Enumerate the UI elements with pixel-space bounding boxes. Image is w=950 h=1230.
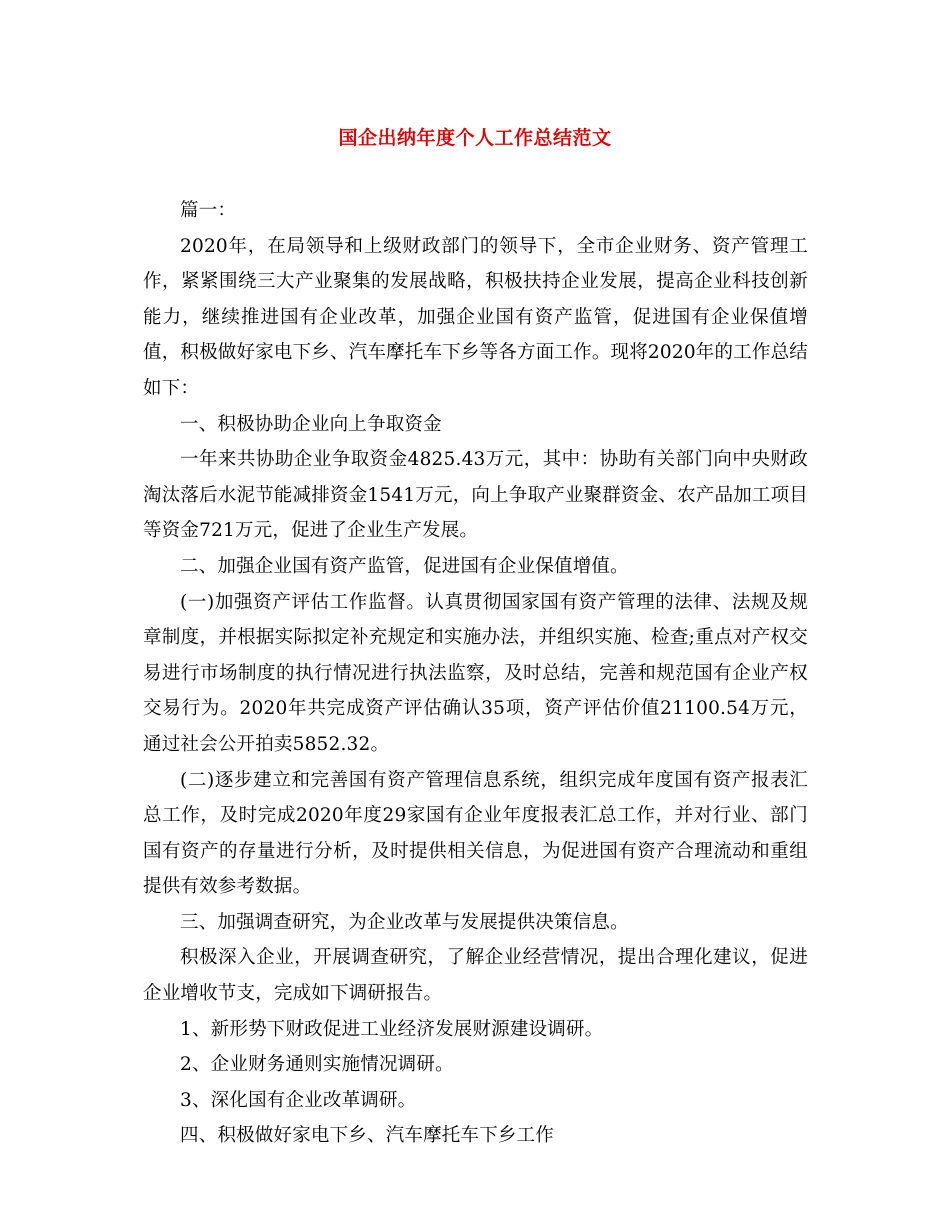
- paragraph-funding: 一年来共协助企业争取资金4825.43万元，其中：协助有关部门向中央财政淘汰落后水泥节能减排资金1541万元，向上争取产业聚群资金、农产品加工项目等资金721万元，促进了企业生产发展。: [143, 449, 808, 542]
- section-heading-2: 二、加强企业国有资产监管，促进国有企业保值增值。: [180, 555, 629, 577]
- list-item-1: 1、新形势下财政促进工业经济发展财源建设调研。: [180, 1018, 604, 1040]
- paragraph-research: 积极深入企业，开展调查研究，了解企业经营情况，提出合理化建议，促进企业增收节支，完成如下调研报告。: [143, 947, 808, 1005]
- list-item-3: 3、深化国有企业改革调研。: [180, 1089, 417, 1111]
- section-label: 篇一：: [180, 200, 237, 221]
- section-heading-3: 三、加强调查研究，为企业改革与发展提供决策信息。: [180, 911, 629, 933]
- document-body: [143, 193, 808, 1154]
- intro-paragraph: 2020年，在局领导和上级财政部门的领导下，全市企业财务、资产管理工作，紧紧围绕三大产业聚集的发展战略，积极扶持企业发展，提高企业科技创新能力，继续推进国有企业改革，加强企业国有资产监管，促进国有企业保值增值，积极做好家电下乡、汽车摩托车下乡等各方面工作。现将2020年的工作总结如下：: [143, 235, 808, 399]
- paragraph-asset-evaluation: (一)加强资产评估工作监督。认真贯彻国家国有资产管理的法律、法规及规章制度，并根据实际拟定补充规定和实施办法，并组织实施、检查;重点对产权交易进行市场制度的执行情况进行执法监察，及时总结，完善和规范国有企业产权交易行为。2020年共完成资产评估确认35项，资产评估价值21100.54万元，通过社会公开拍卖5852.32。: [143, 591, 808, 755]
- document-title: 国企出纳年度个人工作总结范文: [338, 127, 612, 149]
- paragraph-asset-info-system: (二)逐步建立和完善国有资产管理信息系统，组织完成年度国有资产报表汇总工作，及时完成2020年度29家国有企业年度报表汇总工作，并对行业、部门国有资产的存量进行分析，及时提供相关信息，为促进国有资产合理流动和重组提供有效参考数据。: [143, 769, 808, 898]
- section-heading-1: 一、积极协助企业向上争取资金: [180, 413, 442, 435]
- section-heading-4: 四、积极做好家电下乡、汽车摩托车下乡工作: [180, 1125, 555, 1147]
- list-item-2: 2、企业财务通则实施情况调研。: [180, 1054, 454, 1076]
